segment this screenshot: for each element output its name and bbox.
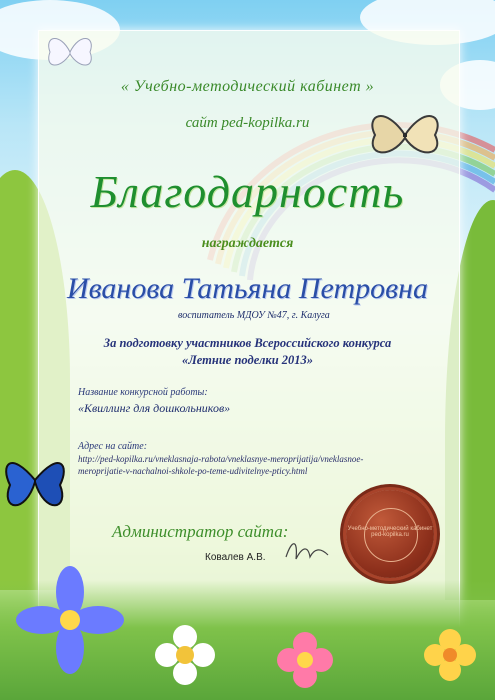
work-title: «Квиллинг для дошкольников» xyxy=(78,401,231,415)
flower-icon xyxy=(260,615,350,700)
cabinet-title: « Учебно-методический кабинет » xyxy=(120,78,375,95)
address-label: Адрес на сайте: xyxy=(78,441,148,452)
certificate-title: Благодарность xyxy=(90,166,405,217)
flower-icon xyxy=(10,560,130,680)
address-url-line1: http://ped-kopilka.ru/vneklasnaja-rabota/vneklasnye-meroprijatija/vneklasnoe- xyxy=(78,454,364,464)
butterfly-icon xyxy=(42,30,97,75)
signature-icon xyxy=(282,535,332,565)
seal-text: Учебно-методический кабинет ped-kopilka.ru xyxy=(347,526,433,538)
recipient-name: Иванова Татьяна Петровна xyxy=(66,272,429,305)
address-url-line2: meroprijatie-v-nachalnoi-shkole-po-teme-udivitelnye-pticy.html xyxy=(78,466,308,476)
flower-icon xyxy=(410,615,490,695)
admin-label: Администратор сайта: xyxy=(112,522,289,541)
flower-icon xyxy=(140,610,230,700)
seal-stamp xyxy=(346,490,434,578)
recipient-position: воспитатель МДОУ №47, г. Калуга xyxy=(178,310,330,321)
awarded-label: награждается xyxy=(201,236,294,251)
site-name: сайт ped-kopilka.ru xyxy=(185,115,310,131)
butterfly-icon xyxy=(0,440,70,520)
award-reason-line2: «Летние поделки 2013» xyxy=(181,353,314,367)
signer-name: Ковалев А.В. xyxy=(205,552,266,563)
butterfly-icon xyxy=(365,100,445,170)
work-label: Название конкурсной работы: xyxy=(78,387,208,398)
award-reason-line1: За подготовку участников Всероссийского конкурса xyxy=(103,336,392,350)
